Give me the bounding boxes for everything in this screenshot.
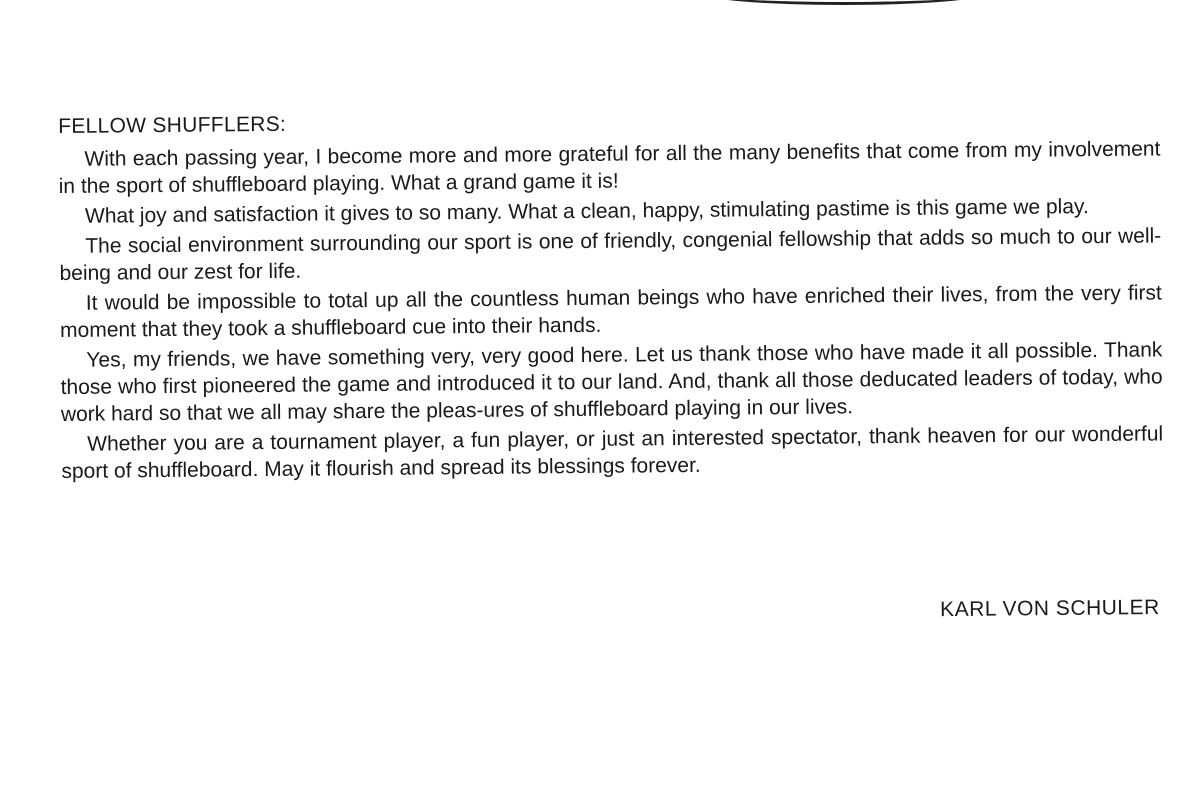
letter-body <box>58 102 1164 488</box>
salutation: FELLOW SHUFFLERS: <box>58 112 287 138</box>
paragraph-6: Whether you are a tournament player, a fun player, or just an interested spectator, thank heaven for our wonderful sport of shuffleboard. May it flourish and spread its blessings forever. <box>61 422 1164 483</box>
paragraph-2: What joy and satisfaction it gives to so many. What a clean, happy, stimulating pastime is this game we play. <box>84 195 1089 228</box>
decorative-rule <box>706 0 982 5</box>
paragraph-4: It would be impossible to total up all the countless human beings who have enriched their lives, from the very first moment that they took a shuffleboard cue into their hands. <box>59 281 1162 342</box>
paragraph-3: The social environment surrounding our sport is one of friendly, congenial fellowship that adds so much to our well-being and our zest for life. <box>59 224 1162 285</box>
signature: KARL VON SCHULER <box>940 596 1161 622</box>
paragraph-5: Yes, my friends, we have something very, very good here. Let us thank those who have made it all possible. Thank those who first pioneered the game and introduced it to our land. And, thank all those deducated leaders of today, who work hard so that we all may share the pleas-ures of shuffleboard playing in our lives. <box>60 338 1163 426</box>
paragraph-1: With each passing year, I become more and more grateful for all the many benefits that come from my involvement in the sport of shuffleboard playing. What a grand game it is! <box>58 137 1161 198</box>
